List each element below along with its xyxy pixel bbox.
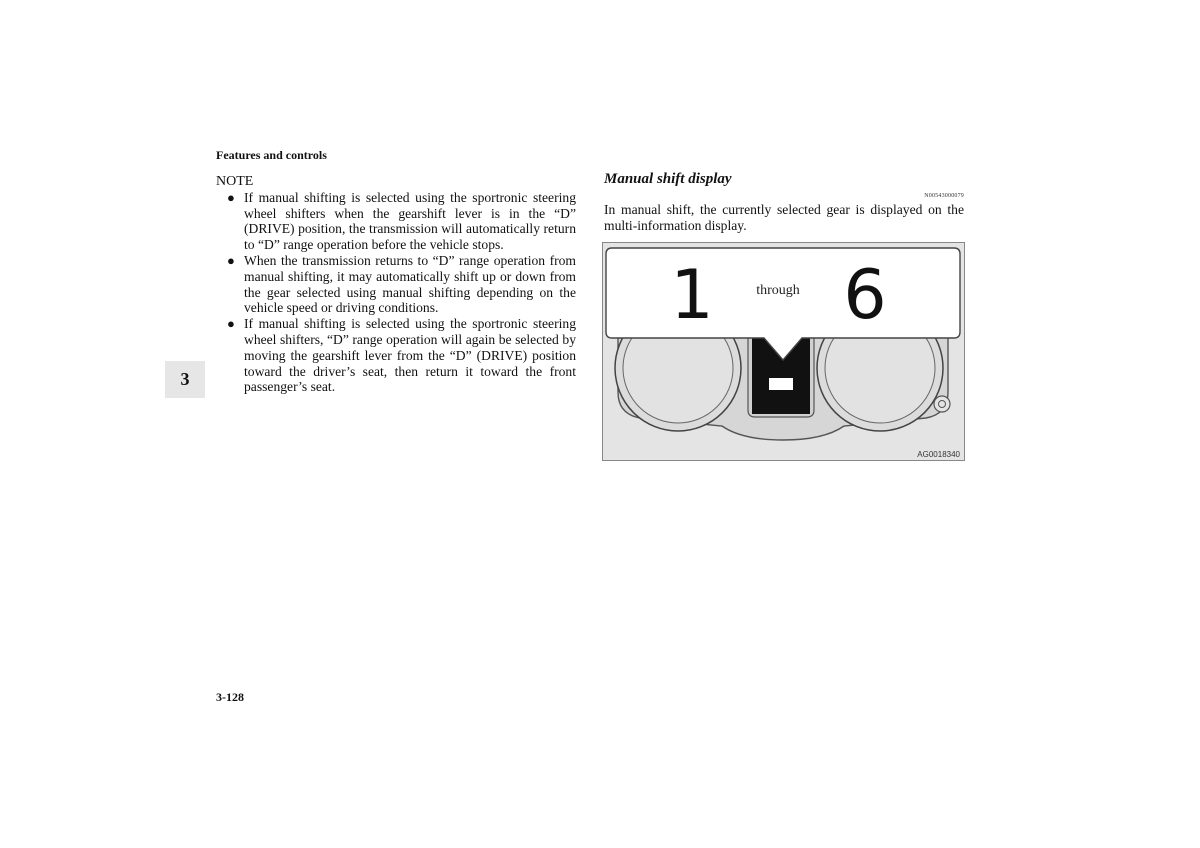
note-item-text: If manual shifting is selected using the sportronic steering wheel shifters, “D” range operation will again be selected by moving the gearshift lever from the “D” (DRIVE) position toward the driver’s seat, then return it toward the front passenger’s seat. <box>244 316 576 395</box>
note-item <box>216 316 576 395</box>
section-body: In manual shift, the currently selected gear is displayed on the multi-information display. <box>604 202 964 233</box>
note-block <box>216 174 576 395</box>
note-item-text: If manual shifting is selected using the sportronic steering wheel shifters when the gearshift lever is in the “D” (DRIVE) position, the transmission will automatically return to “D” range operation before the vehicle stops. <box>244 189 576 253</box>
note-list <box>216 190 576 395</box>
document-code: N00543000079 <box>924 193 964 199</box>
gear-min-number: 1 <box>670 256 714 335</box>
gear-indicator-segment <box>769 378 793 390</box>
figure-id: AG0018340 <box>917 450 960 459</box>
bullet-icon: ● <box>227 252 235 268</box>
running-header: Features and controls <box>216 148 327 162</box>
bullet-icon: ● <box>227 189 235 205</box>
note-item-text: When the transmission returns to “D” range operation from manual shifting, it may automatically shift up or down from the gear selected using manual shifting depending on the vehicle speed or driving conditions. <box>244 252 576 316</box>
note-item <box>216 190 576 253</box>
bullet-icon: ● <box>227 316 235 332</box>
chapter-number: 3 <box>180 369 190 389</box>
page-number: 3-128 <box>216 690 244 704</box>
note-item <box>216 253 576 316</box>
section-title: Manual shift display <box>604 171 732 187</box>
chapter-tab <box>165 361 205 398</box>
note-label: NOTE <box>216 174 254 189</box>
knob-icon <box>934 396 950 412</box>
through-label: through <box>756 283 800 298</box>
gear-max-number: 6 <box>843 256 887 335</box>
manual-shift-section <box>604 171 964 233</box>
multi-information-display-figure <box>602 242 965 461</box>
